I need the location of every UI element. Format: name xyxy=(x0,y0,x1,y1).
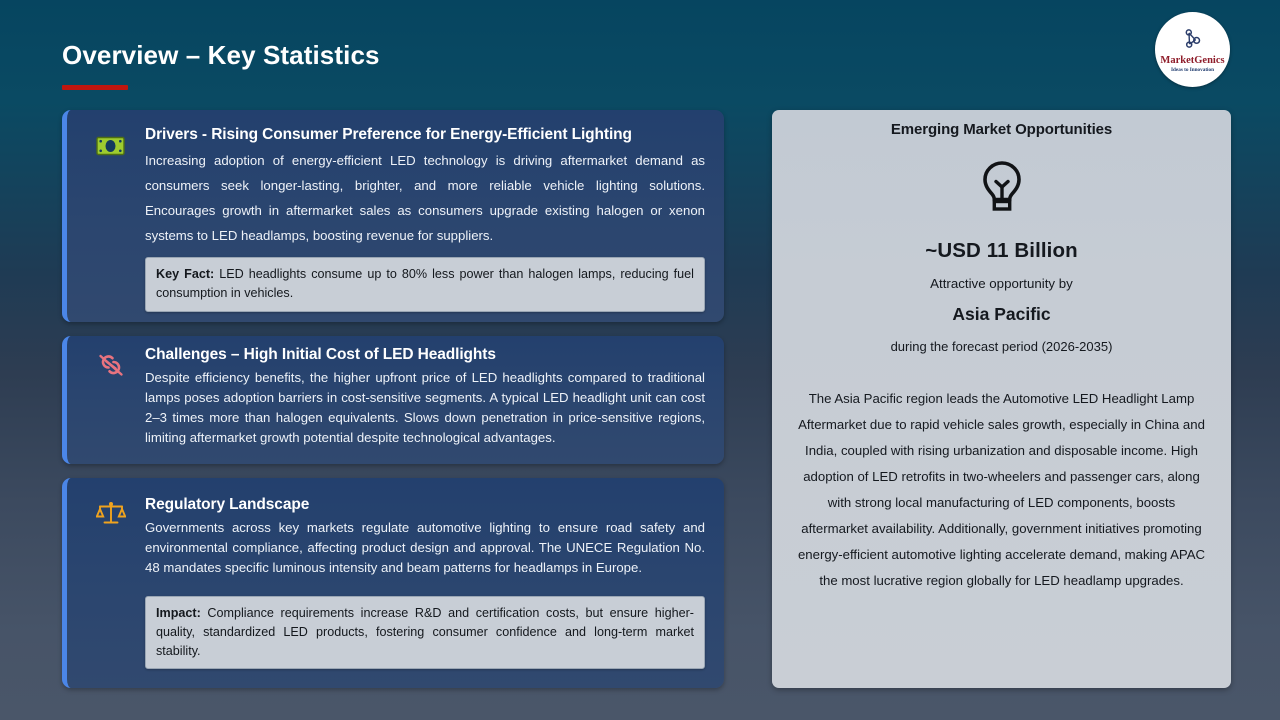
balance-scale-icon xyxy=(94,497,128,531)
card-paragraph: Governments across key markets regulate automotive lighting to ensure road safety and environmental compliance, affecting product design and approval. The UNECE Regulation No. 48 mandates specific luminous intensity and beam patterns for headlamps in Europe. xyxy=(145,519,705,575)
page-title: Overview – Key Statistics xyxy=(62,40,380,70)
info-card-challenges xyxy=(62,336,724,464)
card-body xyxy=(145,496,705,669)
callout-label: Impact: xyxy=(156,605,201,620)
impact-callout xyxy=(145,596,705,670)
broken-link-icon xyxy=(94,348,128,382)
logo-name: MarketGenics xyxy=(1160,54,1225,66)
lightbulb-icon xyxy=(788,160,1215,216)
network-nodes-icon xyxy=(1180,28,1206,55)
callout-text: LED headlights consume up to 80% less power than halogen lamps, reducing fuel consumption in vehicles. xyxy=(156,266,694,300)
card-heading: Challenges – High Initial Cost of LED Headlights xyxy=(145,346,496,363)
banknote-icon xyxy=(94,129,128,163)
callout-label: Key Fact: xyxy=(156,266,215,281)
brand-logo xyxy=(1155,12,1230,87)
card-paragraph: Despite efficiency benefits, the higher upfront price of LED headlights compared to traditional lamps poses adoption barriers in cost-sensitive segments. A typical LED headlight unit can cost 2–3 times more than halogen equivalents. Slows down penetration in price-sensitive regions, limiting aftermarket growth potential despite technological advantages. xyxy=(145,369,705,445)
card-body xyxy=(145,126,705,312)
emerging-opportunities-panel xyxy=(772,110,1231,688)
opportunity-subtitle: Attractive opportunity by xyxy=(930,276,1073,291)
market-value: ~USD 11 Billion xyxy=(925,239,1078,262)
card-heading: Drivers - Rising Consumer Preference for Energy-Efficient Lighting xyxy=(145,126,632,143)
logo-tagline: Ideas to Innovation xyxy=(1171,66,1214,73)
region-name: Asia Pacific xyxy=(952,304,1051,324)
info-card-drivers xyxy=(62,110,724,322)
title-underline-rule xyxy=(62,85,128,90)
panel-paragraph: The Asia Pacific region leads the Automotive LED Headlight Lamp Aftermarket due to rapid vehicle sales growth, especially in China and India, coupled with rising urbanization and disposable income. High adoption of LED retrofits in two-wheelers and passenger cars, along with strong local manufacturing of LED components, boosts aftermarket availability. Additionally, government initiatives promoting energy-efficient automotive lighting accelerate demand, making APAC the most lucrative region globally for LED headlamp upgrades. xyxy=(797,391,1206,588)
info-card-regulatory xyxy=(62,478,724,688)
panel-title: Emerging Market Opportunities xyxy=(890,121,1113,138)
forecast-period: during the forecast period (2026-2035) xyxy=(890,339,1113,354)
card-heading: Regulatory Landscape xyxy=(145,496,310,513)
card-body xyxy=(145,346,705,448)
card-paragraph: Increasing adoption of energy-efficient LED technology is driving aftermarket demand as consumers seek longer-lasting, brighter, and more reliable vehicle lighting solutions. Encourages growth in aftermarket sales as consumers upgrade existing halogen or xenon systems to LED headlamps, boosting revenue for suppliers. xyxy=(145,152,705,243)
callout-text: Compliance requirements increase R&D and certification costs, but ensure higher-quality, standardized LED products, fostering consumer confidence and long-term market stability. xyxy=(156,605,694,658)
key-fact-callout xyxy=(145,257,705,312)
